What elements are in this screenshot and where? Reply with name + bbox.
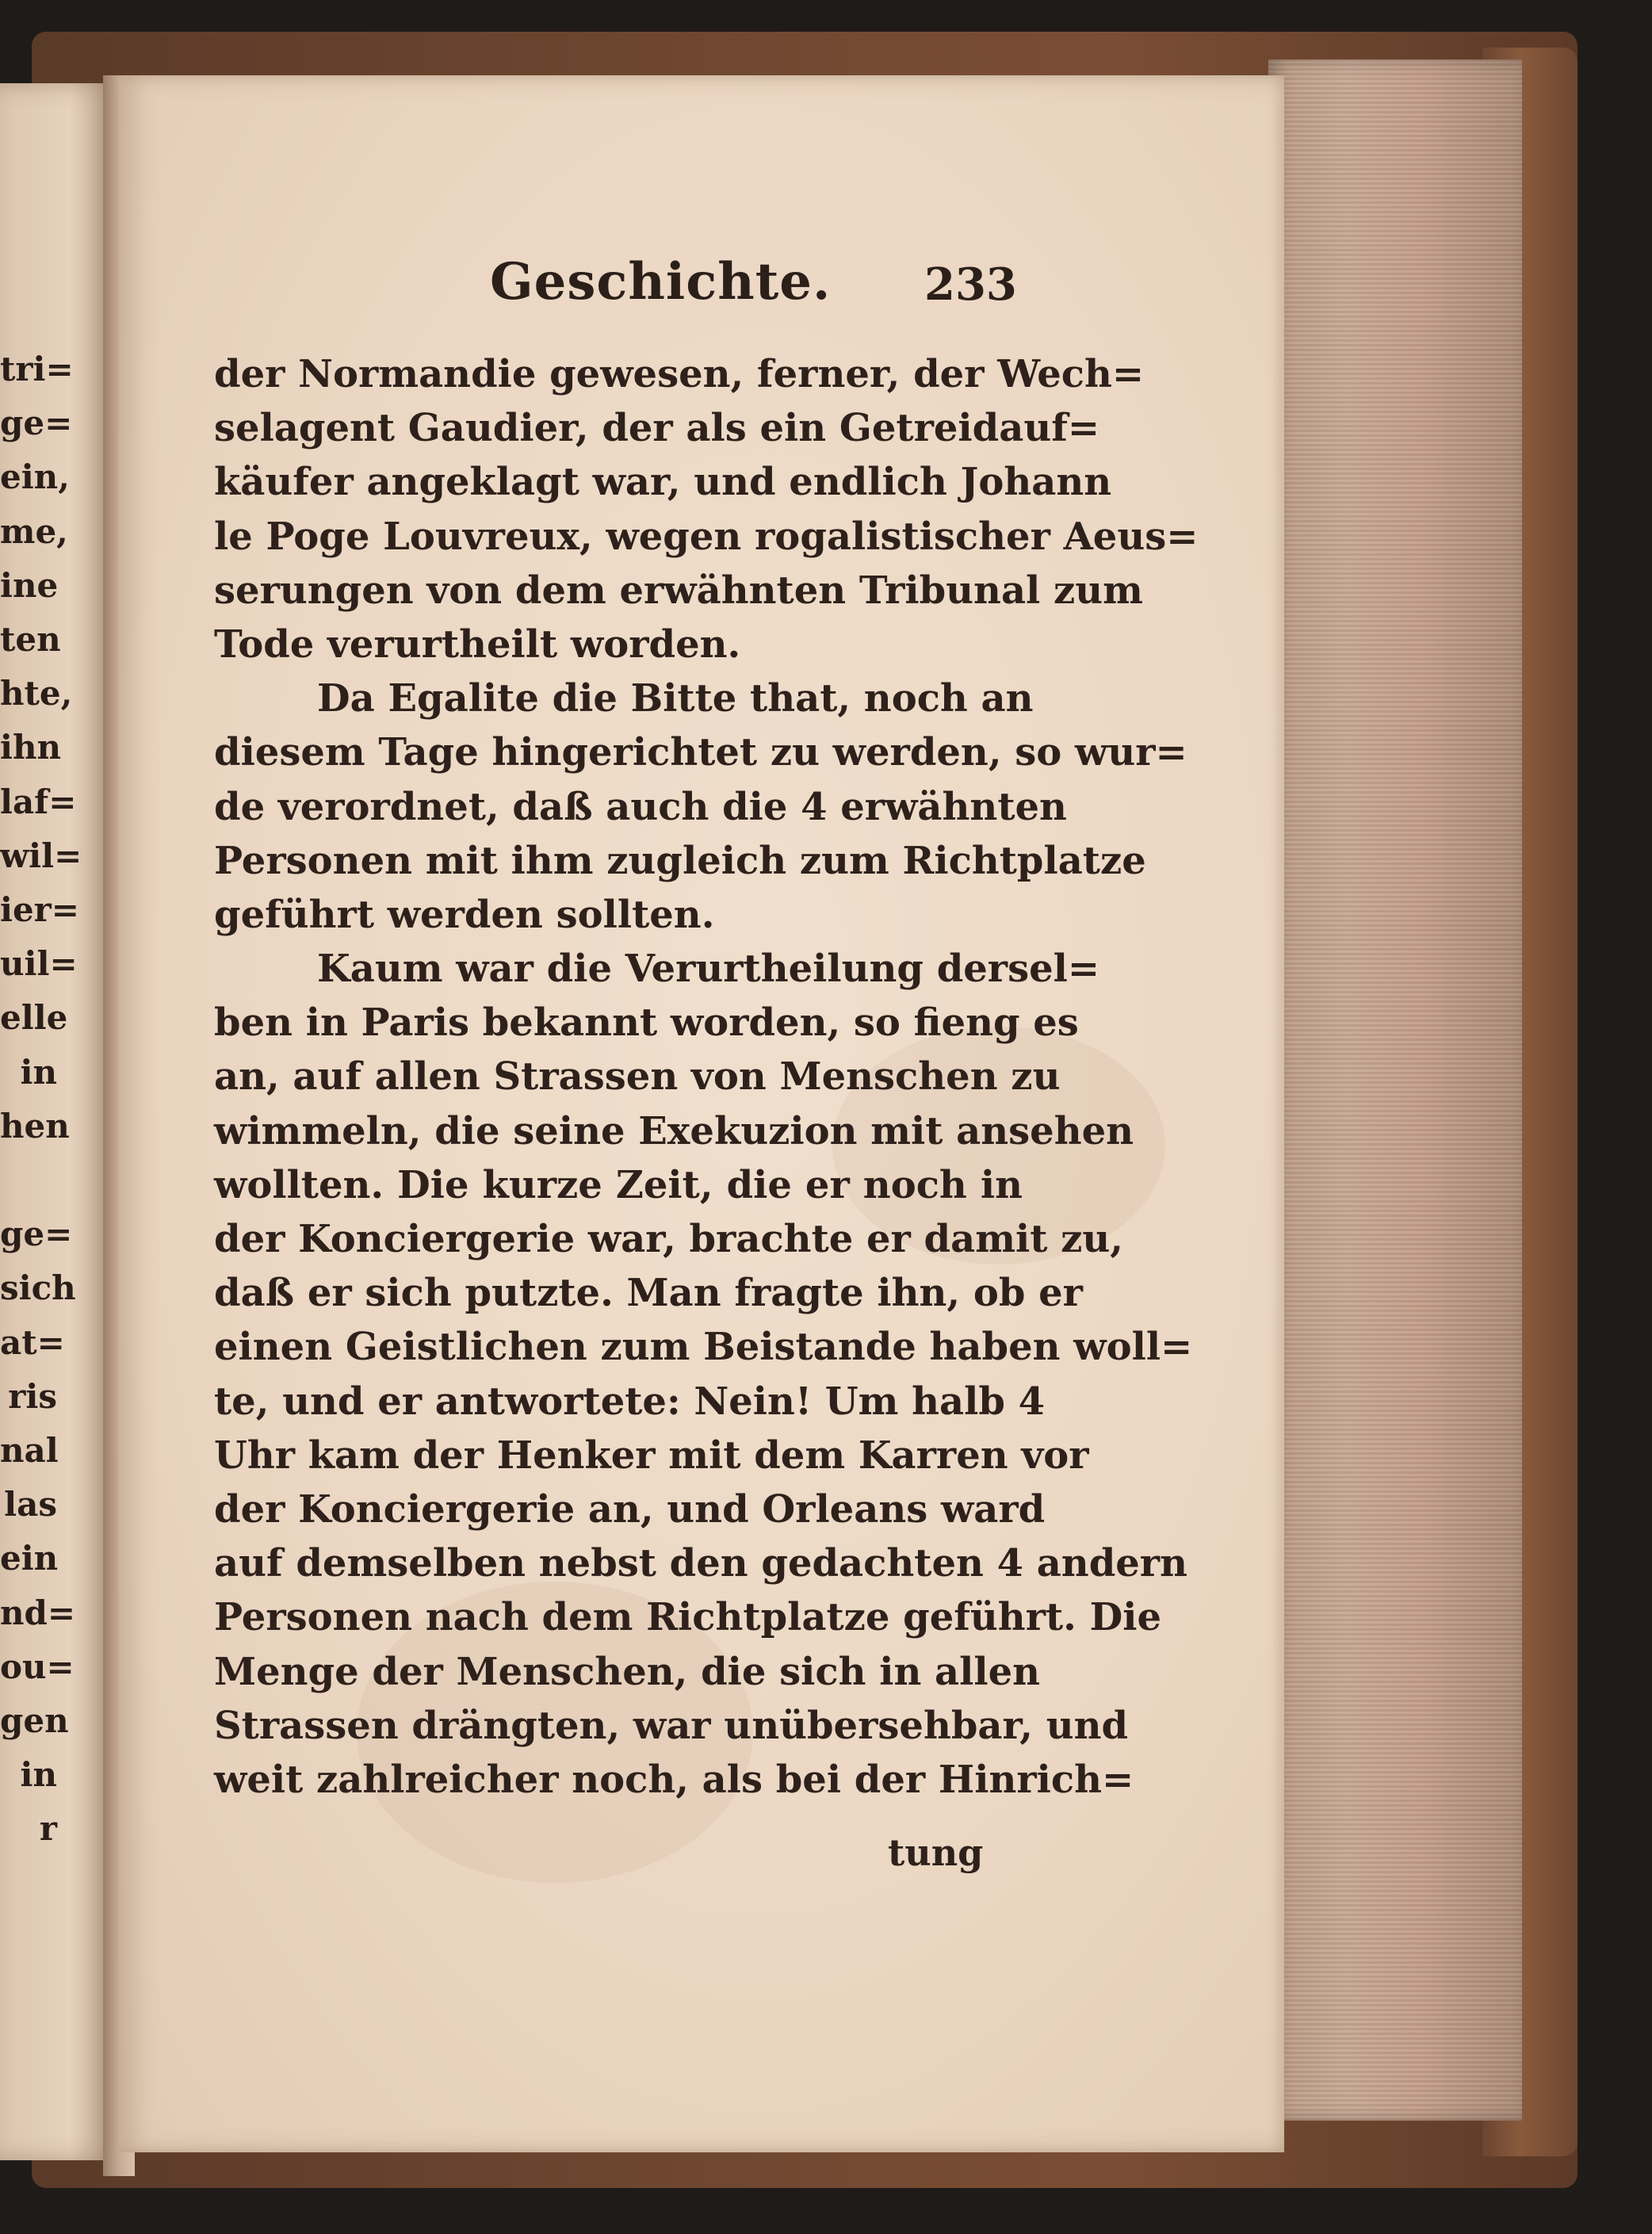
text-line: auf demselben nebst den gedachten 4 andern <box>214 1541 1187 1586</box>
left-page-fragment: ou= <box>0 1647 75 1686</box>
left-page-fragment: gen <box>0 1701 69 1740</box>
left-page-fragment: ris <box>8 1376 57 1416</box>
left-page-fragment: sich <box>0 1268 76 1308</box>
left-page-fragment: laf= <box>0 782 77 821</box>
page-fore-edge <box>1268 59 1522 2121</box>
left-page-fragment: at= <box>0 1322 65 1362</box>
text-line: einen Geistlichen zum Beistande haben woll= <box>214 1325 1193 1370</box>
page-number: 233 <box>924 258 1017 311</box>
left-page-fragment: hte, <box>0 674 73 713</box>
left-page-fragment: in <box>20 1052 57 1092</box>
text-line: Da Egalite die Bitte that, noch an <box>317 676 1034 721</box>
text-line: de verordnet, daß auch die 4 erwähnten <box>214 784 1067 829</box>
text-line: Tode verurtheilt worden. <box>214 622 741 667</box>
left-page-fragment: tri= <box>0 350 74 388</box>
left-page-fragment: nd= <box>0 1593 76 1632</box>
text-line: ben in Paris bekannt worden, so fieng es <box>214 1000 1079 1046</box>
left-page-fragment: ine <box>0 565 59 605</box>
left-page-fragment: in <box>20 1755 57 1795</box>
left-page-fragment: r <box>39 1809 57 1849</box>
text-line: selagent Gaudier, der als ein Getreidauf= <box>214 406 1100 451</box>
left-page-fragment: wil= <box>0 836 82 875</box>
text-line: Menge der Menschen, die sich in allen <box>214 1649 1041 1694</box>
text-line: Strassen drängten, war unübersehbar, und <box>214 1703 1129 1748</box>
catchword: tung <box>888 1831 984 1874</box>
left-page <box>0 83 115 2160</box>
left-page-fragment: ten <box>0 620 61 659</box>
text-line: wimmeln, die seine Exekuzion mit ansehen <box>214 1108 1134 1153</box>
left-page-fragment: ge= <box>0 1215 73 1254</box>
left-page-fragment: me, <box>0 511 68 551</box>
text-line: der Konciergerie an, und Orleans ward <box>214 1486 1046 1532</box>
left-page-fragment: hen <box>0 1106 70 1146</box>
text-line: Uhr kam der Henker mit dem Karren vor <box>214 1433 1089 1478</box>
body-text <box>214 347 1199 1807</box>
text-line: geführt werden sollten. <box>214 892 715 937</box>
left-page-fragment: ihn <box>0 728 62 767</box>
left-page-fragment: las <box>4 1485 57 1524</box>
left-page-fragment: uil= <box>0 944 78 984</box>
left-page-fragment: ein <box>0 1539 59 1578</box>
text-line: Personen mit ihm zugleich zum Richtplatze <box>214 838 1146 883</box>
text-line: der Konciergerie war, brachte er damit zu, <box>214 1217 1123 1261</box>
left-page-fragment: nal <box>0 1431 59 1470</box>
left-page-fragment: ier= <box>0 890 79 929</box>
text-line: Kaum war die Verurtheilung dersel= <box>317 947 1100 992</box>
text-line: weit zahlreicher noch, als bei der Hinrich= <box>214 1757 1134 1802</box>
text-line: Personen nach dem Richtplatze geführt. Die <box>214 1595 1161 1640</box>
text-line: te, und er antwortete: Nein! Um halb 4 <box>214 1379 1045 1424</box>
text-line: daß er sich putzte. Man fragte ihn, ob er <box>214 1271 1083 1316</box>
text-line: an, auf allen Strassen von Menschen zu <box>214 1054 1061 1100</box>
text-line: serungen von dem erwähnten Tribunal zum <box>214 568 1143 613</box>
text-line: wollten. Die kurze Zeit, die er noch in <box>214 1162 1023 1207</box>
running-head-title: Geschichte. <box>490 252 832 312</box>
left-page-fragment: ein, <box>0 457 70 497</box>
left-page-fragment: ge= <box>0 404 73 443</box>
left-page-fragment: elle <box>0 998 68 1038</box>
text-line: käufer angeklagt war, und endlich Johann <box>214 460 1112 505</box>
text-line: le Poge Louvreux, wegen rogalistischer Aeus= <box>214 514 1199 559</box>
text-line: diesem Tage hingerichtet zu werden, so wur= <box>214 730 1187 775</box>
text-line: der Normandie gewesen, ferner, der Wech= <box>214 352 1145 396</box>
